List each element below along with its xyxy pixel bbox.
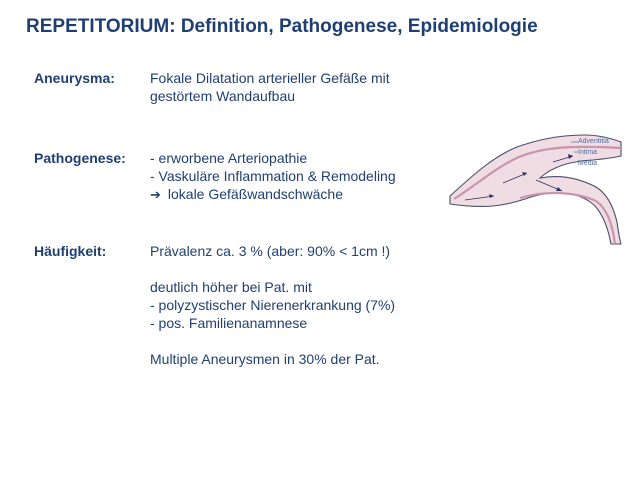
definition-aneurysma — [150, 69, 445, 105]
multiple-aneurysms-line: Multiple Aneurysmen in 30% der Pat. — [150, 351, 380, 367]
adventitia-label: Adventitia — [578, 138, 609, 145]
media-label: Media — [578, 160, 598, 167]
term-aneurysma: Aneurysma: — [34, 70, 115, 86]
aneurysma-definition-line: gestörtem Wandaufbau — [150, 88, 296, 104]
prevalence-line: Prävalenz ca. 3 % (aber: 90% < 1cm !) — [150, 243, 391, 259]
term-pathogenese: Pathogenese: — [34, 150, 126, 166]
risk-group-line: - polyzystischer Nierenerkrankung (7%) — [150, 297, 396, 313]
pathogenese-line: - erworbene Arteriopathie — [150, 150, 308, 166]
pathogenese-conclusion-line — [150, 185, 445, 204]
aneurysma-definition-line: Fokale Dilatation arterieller Gefäße mit — [150, 70, 390, 86]
spacer — [150, 332, 445, 350]
aneurysm-wall-diagram — [445, 132, 625, 247]
definition-haeufigkeit — [150, 242, 445, 368]
intima-label: Intima — [578, 149, 598, 156]
right-arrow-icon: ➔ — [150, 187, 161, 202]
spacer — [150, 260, 445, 278]
pathogenese-conclusion-text: lokale Gefäßwandschwäche — [167, 186, 343, 202]
risk-group-intro-line: deutlich höher bei Pat. mit — [150, 279, 312, 295]
slide-title: REPETITORIUM: Definition, Pathogenese, Epidemiologie — [26, 16, 538, 37]
definition-pathogenese — [150, 149, 445, 204]
term-haeufigkeit: Häufigkeit: — [34, 243, 107, 259]
risk-group-line: - pos. Familienanamnese — [150, 315, 308, 331]
pathogenese-line: - Vaskuläre Inflammation & Remodeling — [150, 168, 396, 184]
